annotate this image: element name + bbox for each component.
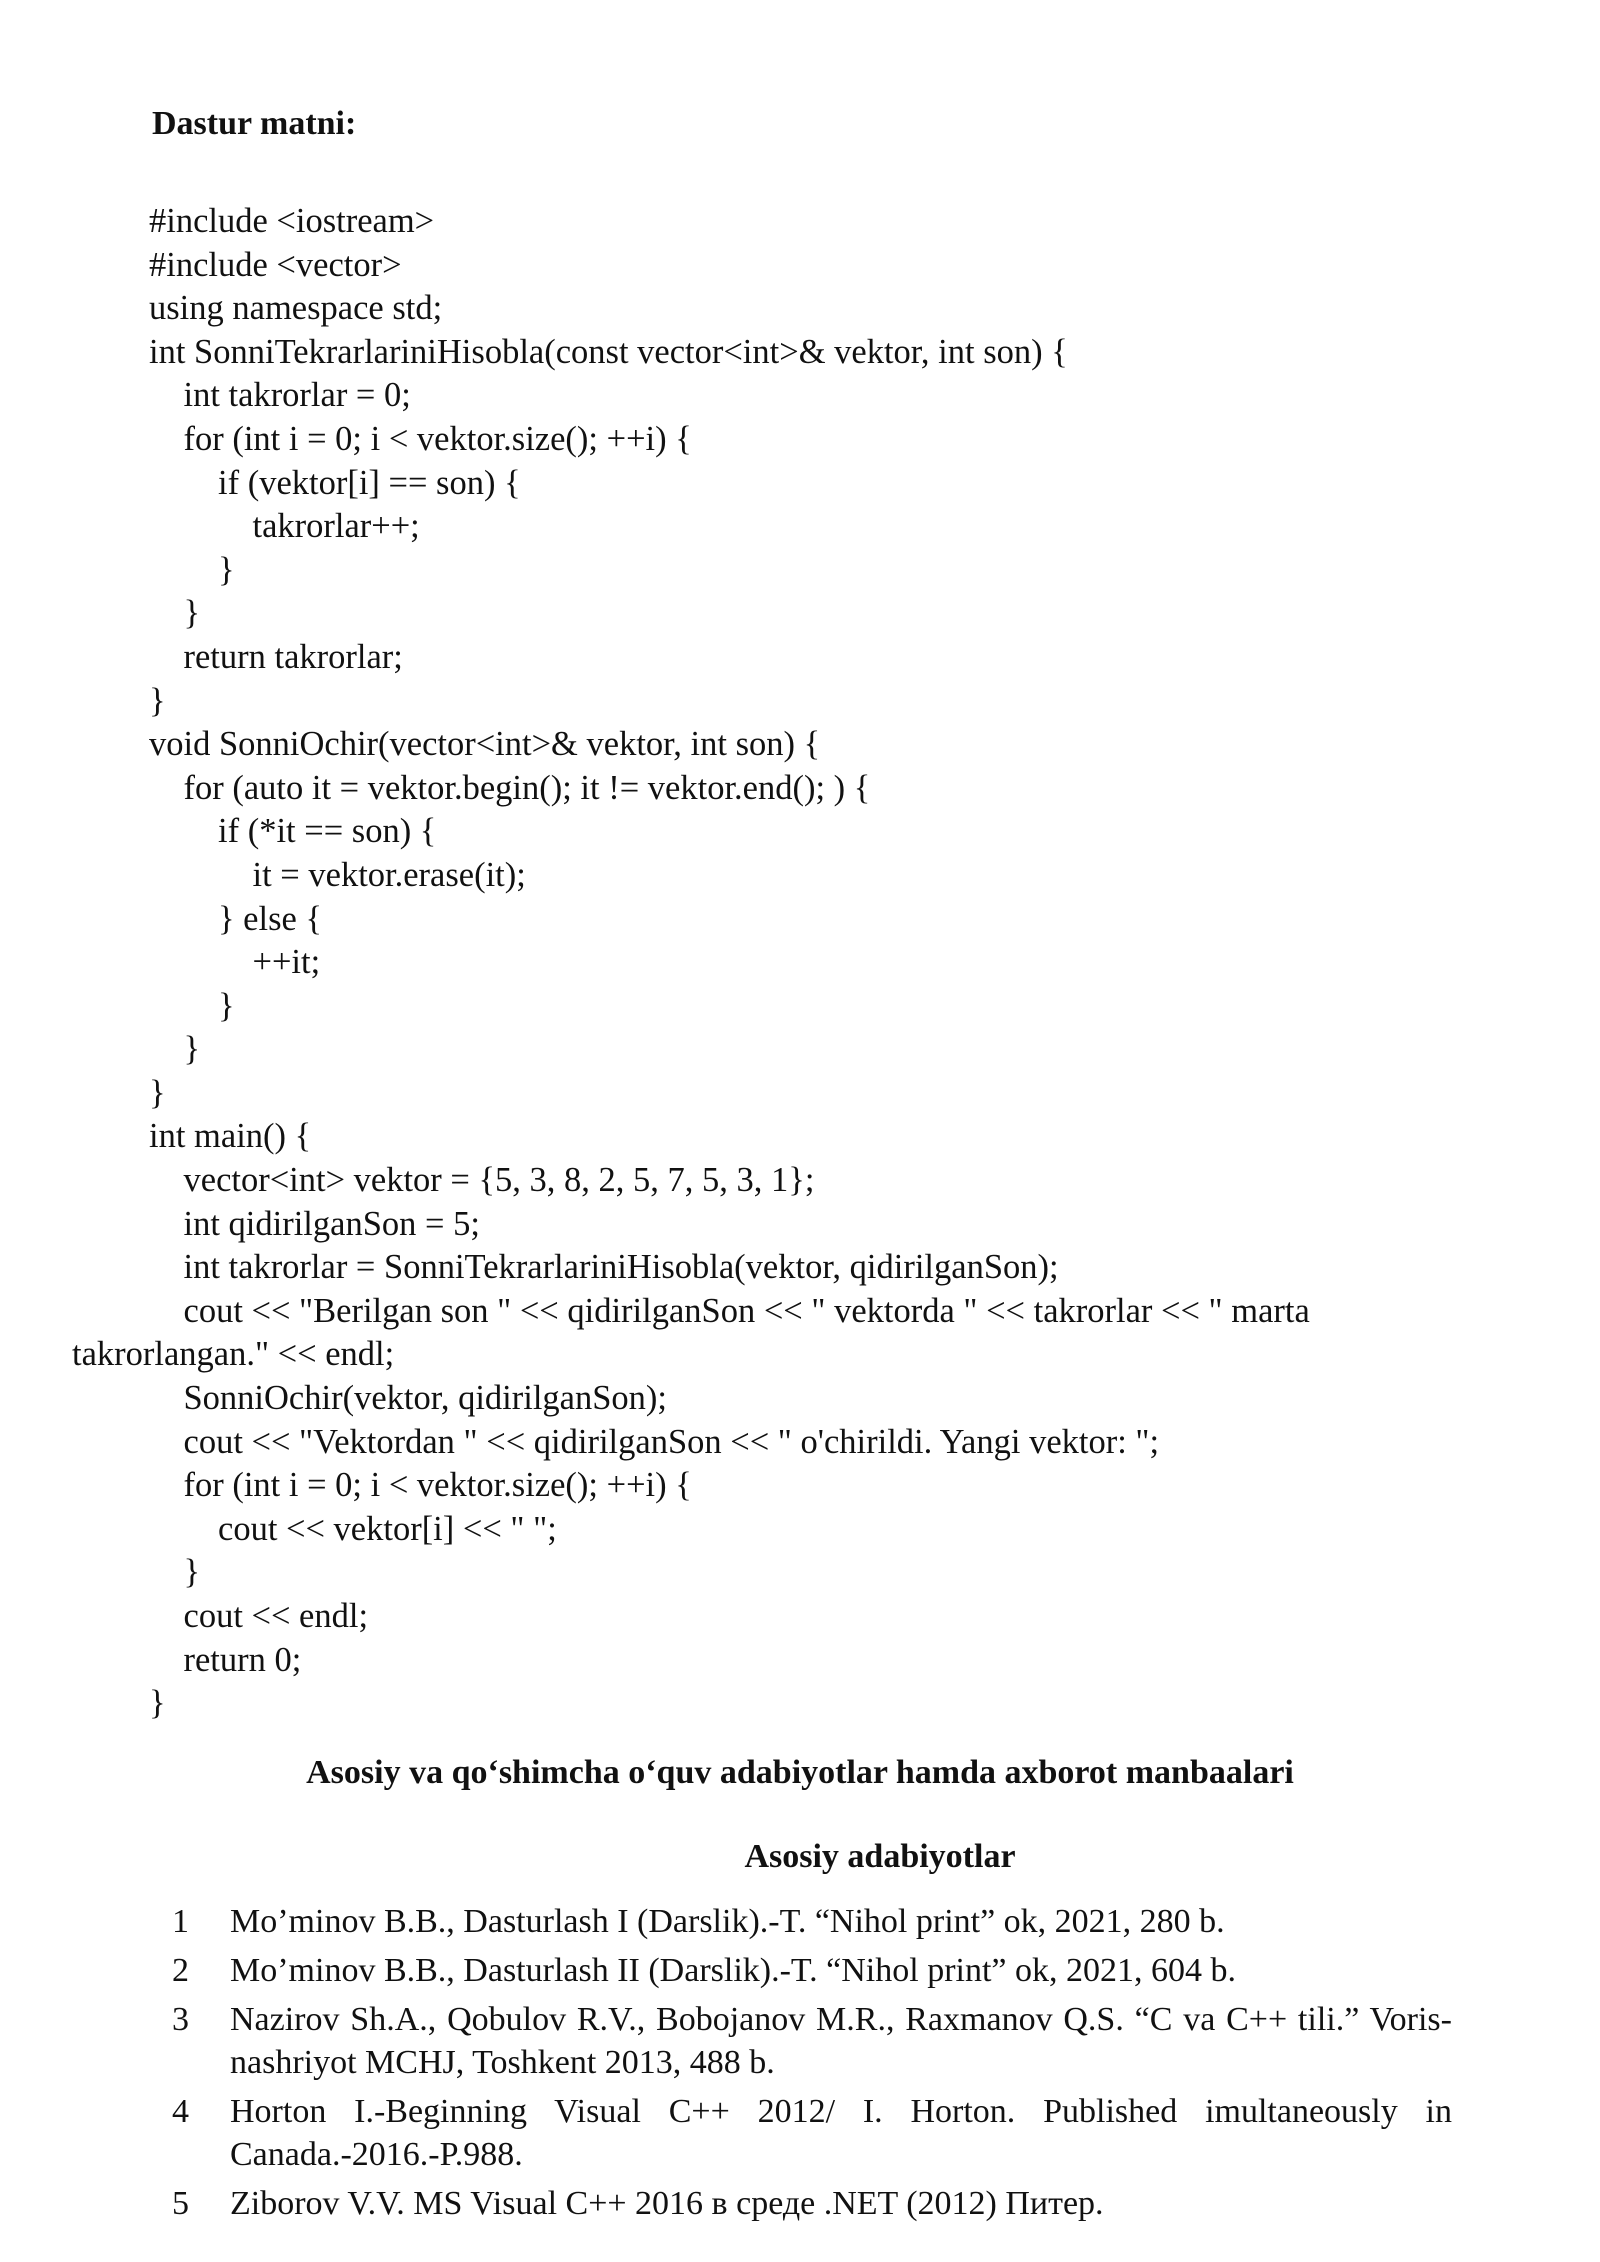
code-line: cout << "Vektordan " << qidirilganSon << " o'chirildi. Yangi vektor: "; [149, 1422, 1160, 1461]
code-line: SonniOchir(vektor, qidirilganSon); [149, 1379, 667, 1418]
code-line: } [149, 1553, 201, 1592]
code-line: vector<int> vektor = {5, 3, 8, 2, 5, 7, 5, 3, 1}; [149, 1161, 815, 1200]
section-heading: Dastur matni: [152, 105, 357, 142]
code-line: using namespace std; [149, 289, 443, 328]
code-line: } [149, 550, 235, 589]
reference-item [172, 2182, 1452, 2225]
reference-item [172, 1900, 1452, 1943]
code-line: int takrorlar = 0; [149, 376, 411, 415]
code-line: } [149, 1684, 166, 1723]
reference-number: 4 [172, 2093, 189, 2130]
code-line: #include <vector> [149, 245, 402, 284]
code-line: if (vektor[i] == son) { [149, 463, 521, 502]
references-title: Asosiy va qo‘shimcha o‘quv adabiyotlar hamda axborot manbaalari [306, 1754, 1294, 1791]
code-line: takrorlangan." << endl; [72, 1335, 395, 1374]
code-line: return 0; [149, 1640, 302, 1679]
reference-number: 1 [172, 1903, 189, 1940]
code-line: } [149, 594, 201, 633]
reference-item [172, 1949, 1452, 1992]
code-line: for (int i = 0; i < vektor.size(); ++i) { [149, 1466, 692, 1505]
reference-item [172, 1998, 1452, 2084]
code-line: it = vektor.erase(it); [149, 855, 526, 894]
code-line: takrorlar++; [149, 507, 420, 546]
code-listing [72, 200, 1499, 1726]
code-line: if (*it == son) { [149, 812, 437, 851]
code-line: #include <iostream> [149, 202, 435, 240]
reference-number: 5 [172, 2185, 189, 2222]
code-line: cout << vektor[i] << " "; [149, 1509, 557, 1548]
code-line: int qidirilganSon = 5; [149, 1204, 480, 1243]
code-line: ++it; [149, 943, 321, 982]
reference-text: Mo’minov B.B., Dasturlash II (Darslik).-T. “Nihol print” ok, 2021, 604 b. [230, 1952, 1237, 1989]
reference-number: 2 [172, 1952, 189, 1989]
references-list [172, 1900, 1452, 2231]
code-line: int SonniTekrarlariniHisobla(const vector<int>& vektor, int son) { [149, 332, 1068, 371]
code-line: void SonniOchir(vector<int>& vektor, int son) { [149, 725, 821, 764]
reference-text: Horton I.-Beginning Visual C++ 2012/ I. Horton. Published imultaneously in Canada.-2016.-P.988. [230, 2093, 1452, 2173]
reference-text: Nazirov Sh.A., Qobulov R.V., Bobojanov M.R., Raxmanov Q.S. “C va C++ tili.” Voris-nashriyot MCHJ, Toshkent 2013, 488 b. [230, 2001, 1452, 2081]
code-line: } [149, 1030, 201, 1069]
code-line: cout << "Berilgan son " << qidirilganSon << " vektorda " << takrorlar << " marta [149, 1291, 1310, 1330]
code-line: } else { [149, 899, 323, 938]
reference-number: 3 [172, 2001, 189, 2038]
code-line: } [149, 681, 166, 720]
code-line: cout << endl; [149, 1597, 369, 1635]
reference-text: Mo’minov B.B., Dasturlash I (Darslik).-T. “Nihol print” ok, 2021, 280 b. [230, 1903, 1225, 1940]
main-references-title: Asosiy adabiyotlar [744, 1838, 1016, 1875]
reference-item [172, 2090, 1452, 2176]
code-line: int takrorlar = SonniTekrarlariniHisobla(vektor, qidirilganSon); [149, 1248, 1059, 1287]
code-line: return takrorlar; [149, 637, 403, 676]
code-line: for (auto it = vektor.begin(); it != vektor.end(); ) { [149, 768, 871, 807]
code-line: } [149, 1073, 166, 1112]
code-line: } [149, 986, 235, 1025]
code-line: for (int i = 0; i < vektor.size(); ++i) { [149, 419, 692, 458]
reference-text: Ziborov V.V. MS Visual C++ 2016 в среде .NET (2012) Питер. [230, 2185, 1104, 2222]
code-line: int main() { [149, 1117, 312, 1156]
